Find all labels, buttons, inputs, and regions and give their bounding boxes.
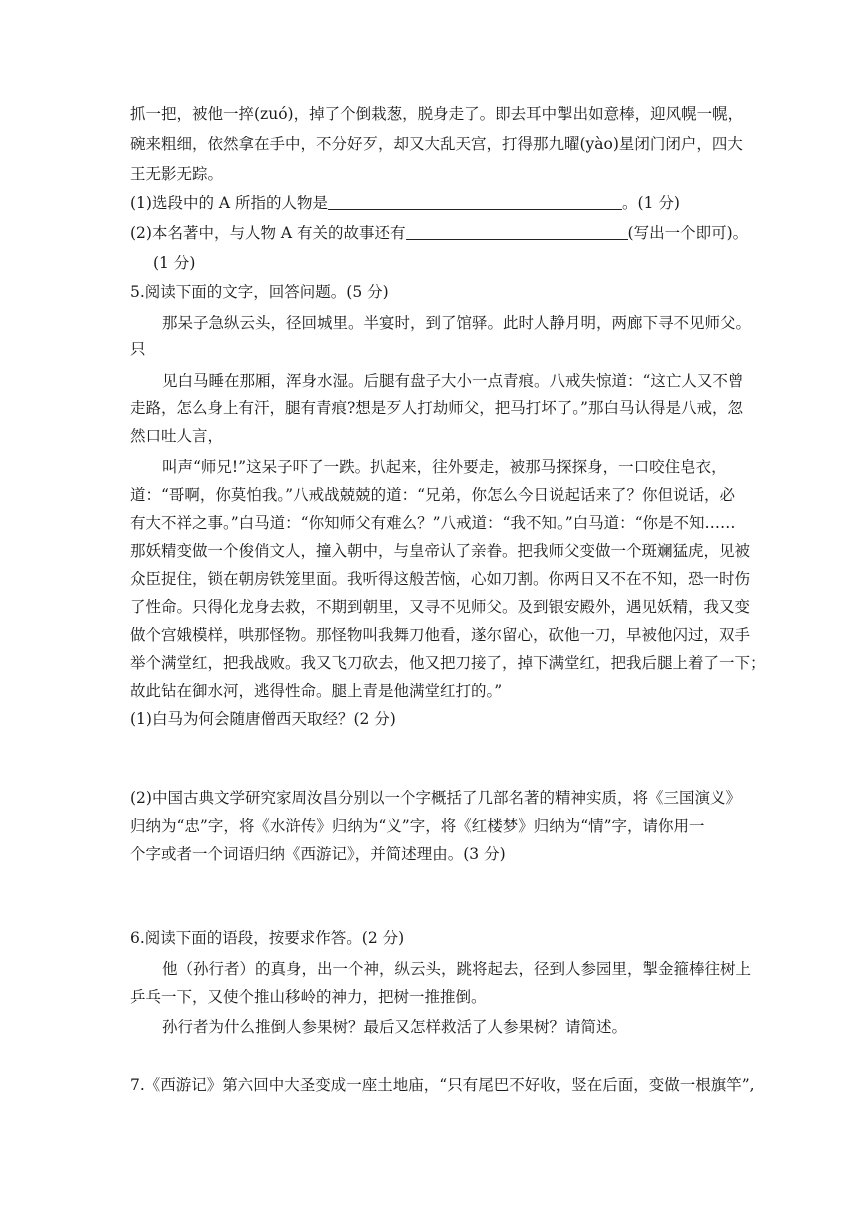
answer-blank[interactable]	[328, 194, 622, 210]
passage-line: 叫声“师兄!”这呆子吓了一跌。扒起来，往外要走，被那马探探身，一口咬住皂衣，	[162, 458, 727, 476]
passage-line: 了性命。只得化龙身去救，不期到朝里，又寻不见师父。及到银安殿外，遇见妖精，我又变	[130, 598, 751, 616]
passage-line: 乒乓一下，又使个推山移岭的神力，把树一推推倒。	[130, 988, 487, 1006]
passage-line: 做个宫娥模样，哄那怪物。那怪物叫我舞刀他看，遂尔留心，砍他一刀，早被他闪过，双手	[130, 626, 751, 644]
question-score: 。(1 分)	[622, 194, 680, 212]
passage-line: 见白马睡在那厢，浑身水湿。后腿有盘子大小一点青痕。八戒失惊道：“这亡人又不曾	[162, 372, 744, 390]
question-6-prompt: 孙行者为什么推倒人参果树？最后又怎样救活了人参果树？请简述。	[162, 1018, 628, 1036]
passage-line: 有大不祥之事。”白马道：“你知师父有难么？”八戒道：“我不知。”白马道：“你是不知……	[130, 514, 736, 532]
passage-line: 那呆子急纵云头，径回城里。半宴时，到了馆驿。此时人静月明，两廊下寻不见师父。	[162, 314, 752, 332]
question-text: (2)本名著中，与人物 A 有关的故事还有	[130, 224, 406, 242]
question-hint: (写出一个即可)。	[627, 224, 749, 242]
passage-line: 那妖精变做一个俊俏文人，撞入朝中，与皇帝认了亲眷。把我师父变做一个斑斓猛虎，见被	[130, 542, 751, 560]
question-score: (1 分)	[153, 254, 196, 272]
question-5-heading: 5.阅读下面的文字，回答问题。(5 分)	[130, 283, 389, 301]
passage-line: 故此钻在御水河，逃得性命。腿上青是他满堂红打的。”	[130, 682, 503, 700]
question-text: (1)选段中的 A 所指的人物是	[130, 194, 329, 212]
question-5-2: (2)中国古典文学研究家周汝昌分别以一个字概括了几部名著的精神实质，将《三国演义》	[130, 789, 741, 807]
passage-line: 只	[130, 340, 146, 358]
passage-line: 举个满堂红，把我战败。我又飞刀砍去，他又把刀接了，掉下满堂红，把我后腿上着了一下；	[130, 654, 766, 672]
passage-line: 王无影无踪。	[130, 165, 224, 183]
passage-line: 众臣捉住，锁在朝房铁笼里面。我听得这般苦恼，心如刀割。你两日又不在不知，恐一时伤	[130, 570, 751, 588]
passage-line: 抓一把，被他一捽(zuó)，掉了个倒栽葱，脱身走了。即去耳中掣出如意棒，迎风幌一幌，	[130, 105, 744, 123]
question-5-2: 归纳为“忠”字，将《水浒传》归纳为“义”字，将《红楼梦》归纳为“情”字，请你用一	[130, 817, 705, 835]
answer-blank[interactable]	[406, 224, 628, 240]
passage-line: 道：“哥啊，你莫怕我。”八戒战兢兢的道：“兄弟，你怎么今日说起话来了？你但说话，必	[130, 486, 736, 504]
passage-line: 然口吐人言，	[130, 427, 224, 445]
question-4-1	[130, 192, 680, 214]
question-5-2: 个字或者一个词语归纳《西游记》，并简述理由。(3 分)	[130, 845, 506, 863]
question-6-heading: 6.阅读下面的语段，按要求作答。(2 分)	[130, 929, 405, 947]
passage-line: 他（孙行者）的真身，出一个神，纵云头，跳将起去，径到人参园里，掣金箍棒往树上	[162, 960, 752, 978]
passage-line: 碗来粗细，依然拿在手中，不分好歹，却又大乱天宫，打得那九曜(yào)星闭门闭户，四大	[130, 135, 743, 153]
question-5-1: (1)白马为何会随唐僧西天取经？(2 分)	[130, 710, 396, 728]
question-7: 7.《西游记》第六回中大圣变成一座土地庙，“只有尾巴不好收，竖在后面，变做一根旗竿”,	[130, 1076, 755, 1094]
passage-line: 走路，怎么身上有汗，腿有青痕?想是歹人打劫师父，把马打坏了。”那白马认得是八戒，忽	[130, 399, 743, 417]
question-4-2	[130, 222, 748, 244]
